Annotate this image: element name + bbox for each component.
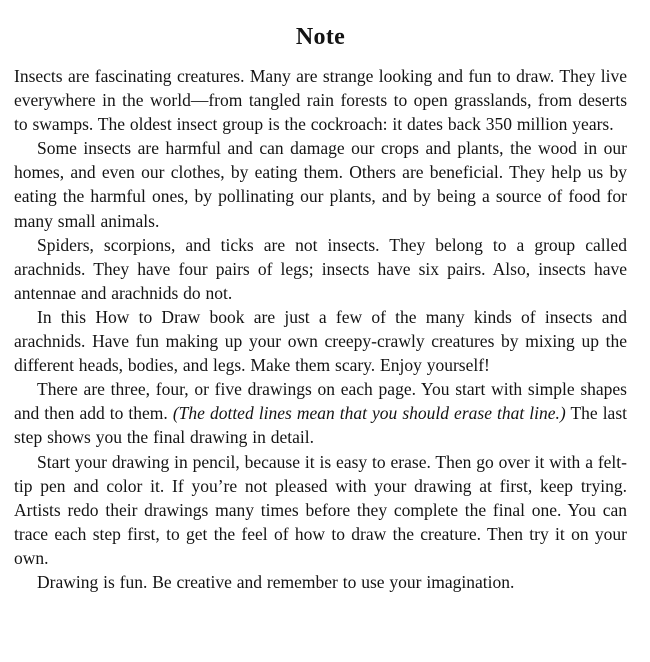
paragraph xyxy=(14,64,627,136)
text-run: There are three, four, or five drawings on each page. You start with simple shapes and then add to them. xyxy=(14,379,627,424)
italic-text-run: (The dotted lines mean that you should erase that line.) xyxy=(172,403,566,424)
text-run: Spiders, scorpions, and ticks are not insects. They belong to a group called arachnids. They have four pairs of legs; insects have six pairs. Also, insects have antennae and arachnids do not. xyxy=(14,234,627,303)
text-run: Start your drawing in pencil, because it is easy to erase. Then go over it with a felt-tip pen and color it. If you’re not pleased with your drawing at first, keep trying. Artists redo their drawings many times before they complete the final one. You can trace each step first, to get the feel of how to draw the creature. Then try it on your own. xyxy=(14,451,627,568)
page-title: Note xyxy=(295,24,346,50)
paragraph xyxy=(14,450,627,570)
paragraph xyxy=(14,305,627,377)
paragraph xyxy=(14,136,627,232)
text-run: Drawing is fun. Be creative and remember to use your imagination. xyxy=(37,571,515,592)
text-run: Insects are fascinating creatures. Many are strange looking and fun to draw. They live everywhere in the world—from tangled rain forests to open grasslands, from deserts to swamps. The oldest insect group is the cockroach: it dates back 350 million years. xyxy=(14,66,627,135)
paragraph xyxy=(14,233,627,305)
paragraph xyxy=(14,570,627,594)
paragraph xyxy=(14,377,627,449)
text-run: Some insects are harmful and can damage our crops and plants, the wood in our homes, and even our clothes, by eating them. Others are beneficial. They help us by eating the harmful ones, by pollinating our plants, and by being a source of food for many small animals. xyxy=(14,138,627,231)
text-run: The last step shows you the final drawing in detail. xyxy=(14,403,627,448)
text-run: In this How to Draw book are just a few of the many kinds of insects and arachnids. Have fun making up your own creepy-crawly creatures by mixing up the different heads, bodies, and legs. Make them scary. Enjoy yourself! xyxy=(14,306,627,376)
body-text xyxy=(14,64,627,594)
